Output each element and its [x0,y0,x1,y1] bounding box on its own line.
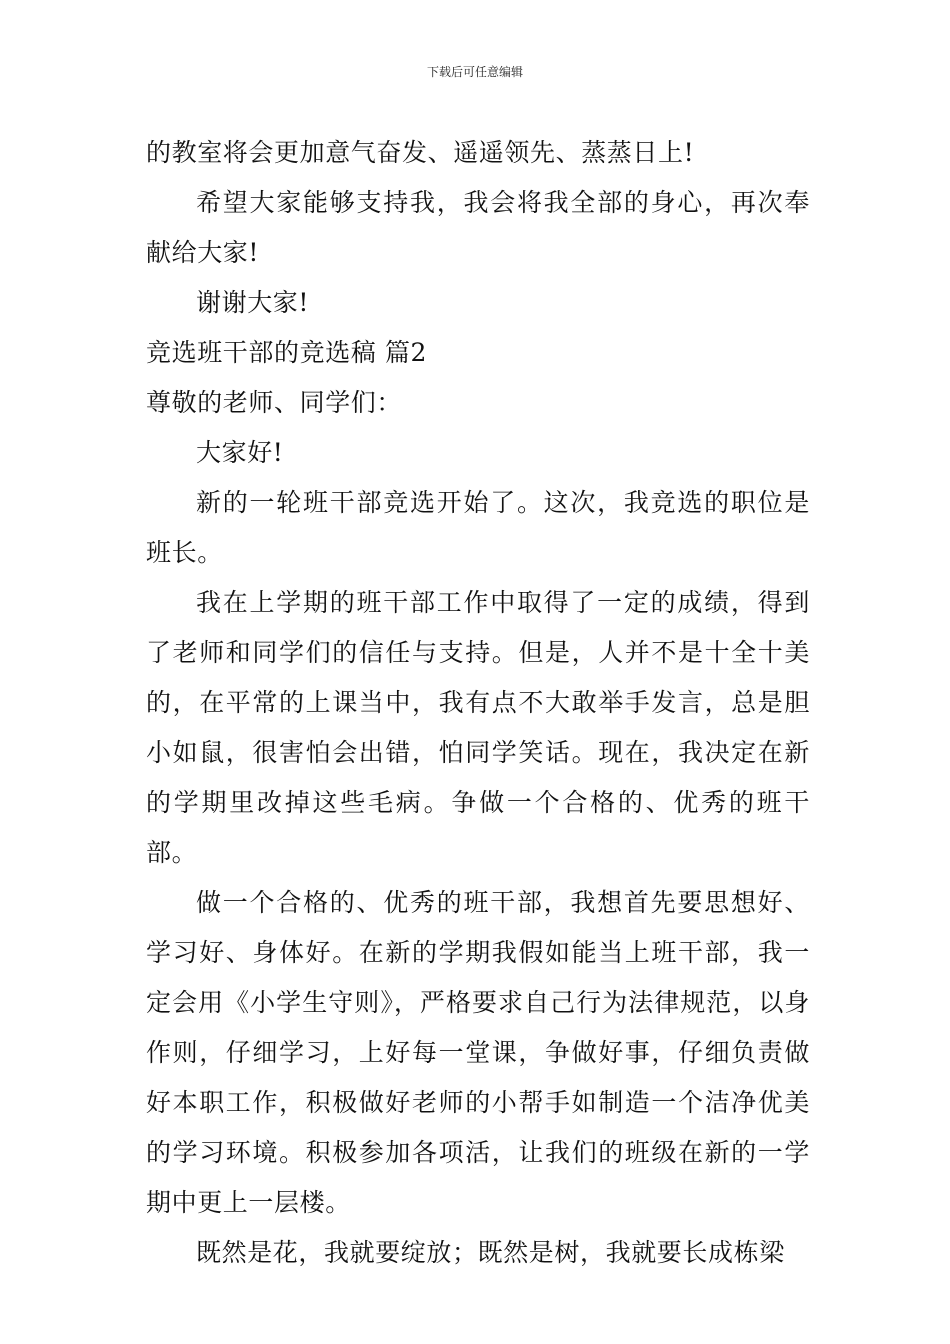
paragraph: 做一个合格的、优秀的班干部，我想首先要思想好、学习好、身体好。在新的学期我假如能当上班干部，我一定会用《小学生守则》，严格要求自己行为法律规范，以身作则，仔细学习，上好每一堂课，争做好事，仔细负责做好本职工作，积极做好老师的小帮手如制造一个洁净优美的学习环境。积极参加各项活，让我们的班级在新的一学期中更上一层楼。 [146,888,810,1217]
paragraph: 新的一轮班干部竞选开始了。这次，我竞选的职位是班长。 [146,488,810,567]
page-header-note: 下载后可任意编辑 [426,65,523,79]
salutation: 尊敬的老师、同学们： [146,388,403,417]
paragraph: 大家好! [196,438,284,467]
paragraph: 的教室将会更加意气奋发、遥遥领先、蒸蒸日上! [146,138,695,167]
section-title: 竞选班干部的竞选稿 篇2 [146,338,428,367]
paragraph: 谢谢大家! [196,288,310,317]
paragraph: 我在上学期的班干部工作中取得了一定的成绩，得到了老师和同学们的信任与支持。但是，人并不是十全十美的，在平常的上课当中，我有点不大敢举手发言，总是胆小如鼠，很害怕会出错，怕同学笑话。现在，我决定在新的学期里改掉这些毛病。争做一个合格的、优秀的班干部。 [146,588,810,867]
paragraph: 希望大家能够支持我，我会将我全部的身心，再次奉献给大家! [146,188,810,267]
document-body [146,128,810,1278]
paragraph: 既然是花，我就要绽放；既然是树，我就要长成栋梁 [196,1238,785,1267]
